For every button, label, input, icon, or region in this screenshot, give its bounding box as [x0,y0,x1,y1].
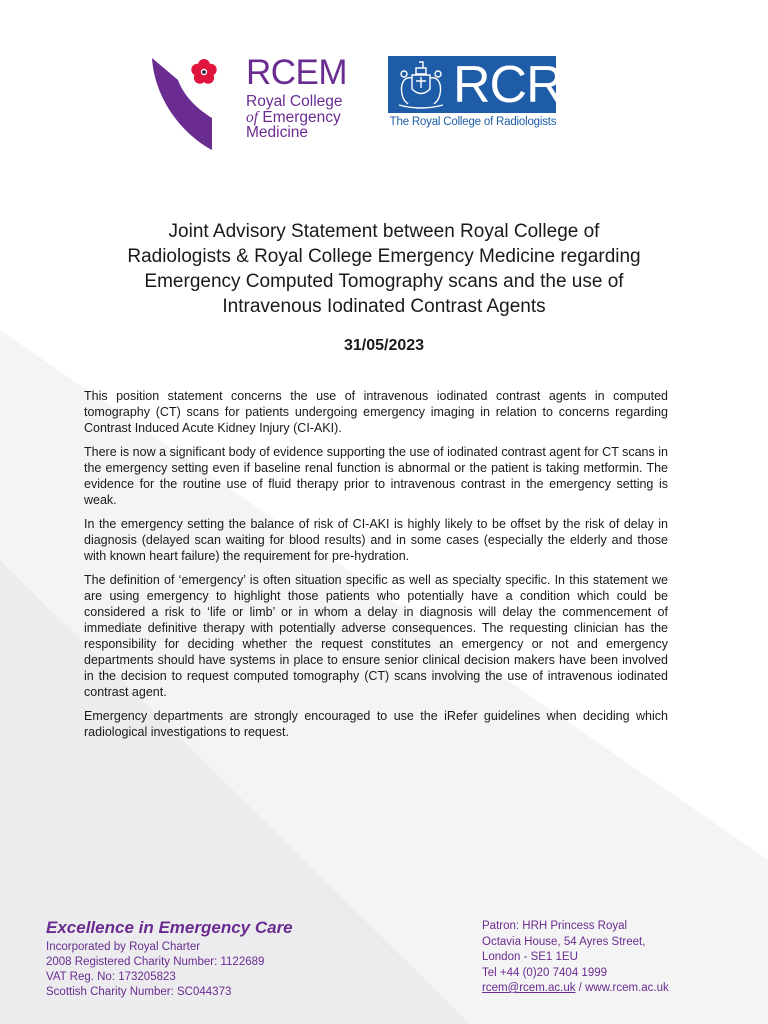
footer-patron: Patron: HRH Princess Royal [482,920,628,932]
title-line: Emergency Computed Tomography scans and the use of [144,271,624,292]
rcr-abbreviation: RCR [453,56,563,114]
footer-charter: Incorporated by Royal Charter [46,941,201,953]
body-paragraph: In the emergency setting the balance of risk of CI-AKI is highly likely to be offset by the risk of delay in diagnosis (delayed scan waiting for blood results) and in some cases (especially the elderly and those with known heart failure) the requirement for pre-hydration. [84,517,668,563]
statement-body [84,388,668,748]
title-line: Joint Advisory Statement between Royal College of [168,221,600,242]
footer-link-separator: / [575,982,586,994]
footer-telephone: Tel +44 (0)20 7404 1999 [482,966,608,979]
rcem-name-line-1: Royal College [246,93,343,110]
rcem-logo [150,54,360,154]
rcem-abbreviation: RCEM [246,53,348,92]
footer-left [46,918,293,1000]
coat-of-arms-icon [390,58,452,111]
footer-charity-number: 2008 Registered Charity Number: 1122689 [46,956,265,968]
document-title-block [60,219,708,357]
website-link[interactable]: www.rcem.ac.uk [585,982,669,994]
rcr-full-name: The Royal College of Radiologists [389,116,557,128]
title-line: Intravenous Iodinated Contrast Agents [222,296,546,317]
footer-right [482,919,669,997]
body-paragraph: There is now a significant body of evidence supporting the use of iodinated contrast agent for CT scans in the emergency setting even if baseline renal function is abnormal or the patient is taking metformin. The evidence for the routine use of fluid therapy prior to intravenous contrast in the emergency setting is weak. [84,445,668,507]
body-paragraph: The definition of ‘emergency’ is often situation specific as well as specialty specific. In this statement we are using emergency to highlight those patients who potentially have a condition which could be considered a risk to ‘life or limb’ or in whom a delay in diagnosis will delay the commencement of immediate definitive therapy with potentially adverse consequences. The requesting clinician has the responsibility for deciding whether the request constitutes an emergency or not and emergency departments should have systems in place to ensure senior clinical decision makers have been involved in the decision to request computed tomography (CT) scans involving the use of intravenous iodinated contrast agent. [84,573,668,699]
document-date: 31/05/2023 [343,337,425,354]
rcem-emblem-icon [150,54,218,150]
rcem-name-of: of [246,108,259,126]
title-line: Radiologists & Royal College Emergency Medicine regarding [127,246,641,267]
rcr-logo [388,56,563,132]
footer-tagline: Excellence in Emergency Care [46,918,293,937]
body-paragraph: Emergency departments are strongly encouraged to use the iRefer guidelines when deciding which radiological investigations to request. [84,709,668,739]
rcem-name-emergency: Emergency [258,108,341,126]
rcr-logo-box [388,56,563,114]
footer-vat-number: VAT Reg. No: 173205823 [46,971,176,983]
footer-scottish-charity-number: Scottish Charity Number: SC044373 [46,986,232,998]
body-paragraph: This position statement concerns the use of intravenous iodinated contrast agents in computed tomography (CT) scans for patients undergoing emergency imaging in relation to concerns regarding Contrast Induced Acute Kidney Injury (CI-AKI). [84,389,668,435]
footer-contact-links [482,981,669,997]
footer-address-line-1: Octavia House, 54 Ayres Street, [482,935,646,948]
email-link[interactable]: rcem@rcem.ac.uk [482,982,576,994]
rcem-name-line-3: Medicine [246,124,309,141]
rcem-full-name [246,94,347,141]
rcem-wordmark [246,54,347,141]
rcem-name-line-2 [246,110,347,126]
footer-address-line-2: London - SE1 1EU [482,951,578,963]
